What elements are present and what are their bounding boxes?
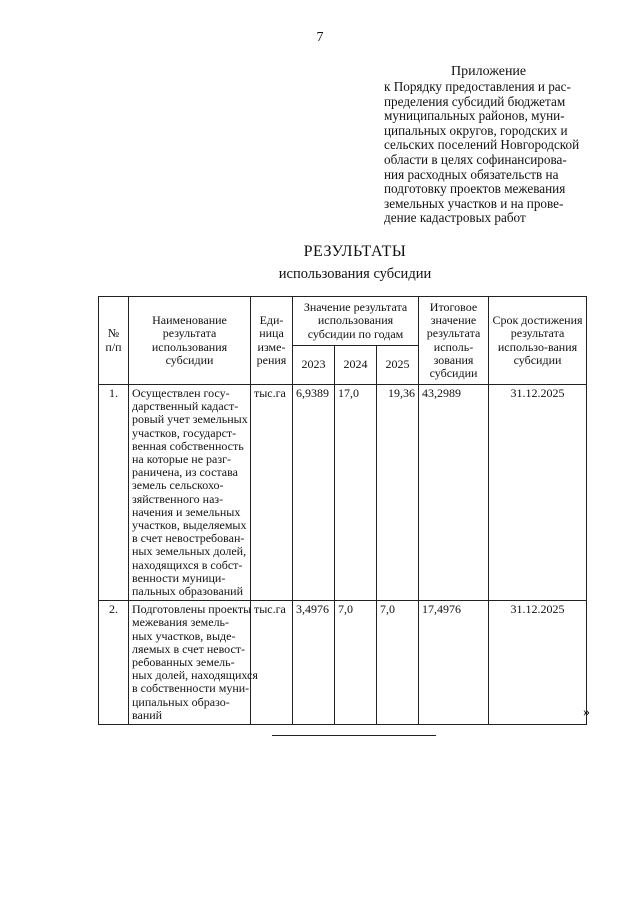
annex-title: Приложение (451, 64, 527, 79)
row-name-line: на которые не разг- (132, 452, 232, 467)
footer-divider (272, 735, 436, 736)
page-number: 7 (316, 30, 324, 45)
row-name-line: ваний (132, 707, 163, 722)
header-name: Наименование результата использования субсидии (129, 297, 251, 385)
header-year-2023: 2023 (293, 346, 335, 385)
row-num: 1. (99, 385, 129, 601)
row-name-line: ных участков, выде- (132, 628, 236, 643)
annex-line: земельных участков и на прове- (384, 195, 564, 211)
row-num: 2. (99, 601, 129, 725)
header-num: № п/п (99, 297, 129, 385)
annex-line: сельских поселений Новгородской (384, 137, 580, 153)
row-name-line: венная собственность (132, 438, 244, 453)
row-value-2023: 6,9389 (293, 385, 335, 601)
row-name-line: ципальных образо- (132, 694, 230, 709)
annex-line: к Порядку предоставления и рас- (384, 79, 571, 94)
annex-text (384, 80, 589, 226)
row-name-line: ровый учет земельных (132, 412, 248, 427)
row-value-2025: 19,36 (377, 385, 419, 601)
results-table (98, 296, 587, 725)
row-total: 43,2989 (419, 385, 489, 601)
row-deadline: 31.12.2025 (489, 601, 587, 725)
row-name-line: раничена, из состава (132, 465, 238, 480)
table-row (99, 385, 587, 601)
row-name-line: участков, государст- (132, 425, 237, 440)
row-value-2023: 3,4976 (293, 601, 335, 725)
row-name-line: ляемых в счет невост- (132, 641, 246, 656)
row-deadline: 31.12.2025 (489, 385, 587, 601)
header-year-2025: 2025 (377, 346, 419, 385)
row-value-2024: 7,0 (335, 601, 377, 725)
row-name-line: ребованных земель- (132, 655, 235, 670)
annex-line: пределения субсидий бюджетам (384, 93, 566, 109)
row-name-line: ных долей, находящихся (132, 668, 258, 683)
row-name-line: в счет невостребован- (132, 531, 245, 546)
row-unit: тыс.га (251, 385, 293, 601)
header-unit: Еди-ница изме-рения (251, 297, 293, 385)
row-name-line: участков, выделяемых (132, 518, 247, 533)
row-name-line: Осуществлен госу- (132, 386, 230, 400)
row-name-line: ных земельных долей, (132, 544, 247, 559)
closing-quote-mark: » (583, 705, 590, 720)
row-value-2024: 17,0 (335, 385, 377, 601)
row-name-line: зяйственного наз- (132, 491, 224, 506)
results-subtitle: использования субсидии (278, 266, 432, 282)
annex-line: подготовку проектов межевания (384, 181, 566, 197)
row-name-line: межевания земель- (132, 615, 230, 630)
row-name-line: пальных образований (132, 584, 243, 599)
row-name-line: находящихся в собст- (132, 557, 243, 572)
annex-line: дение кадастровых работ (384, 210, 526, 226)
header-year-2024: 2024 (335, 346, 377, 385)
row-name-line: в собственности муни- (132, 681, 250, 696)
annex-line: области в целях софинансирова- (384, 151, 567, 167)
row-total: 17,4976 (419, 601, 489, 725)
row-unit: тыс.га (251, 601, 293, 725)
annex-line: ния расходных обязательств на (384, 166, 559, 182)
row-value-2025: 7,0 (377, 601, 419, 725)
row-name-line: Подготовлены проекты (132, 602, 252, 617)
row-name-line: венности муници- (132, 570, 226, 585)
row-name-line: начения и земельных (132, 504, 241, 519)
row-name (129, 385, 251, 601)
results-title: РЕЗУЛЬТАТЫ (303, 243, 407, 260)
row-name-line: дарственный кадаст- (132, 399, 239, 414)
annex-line: муниципальных районов, муни- (384, 108, 565, 124)
annex-line: ципальных округов, городских и (384, 122, 568, 138)
row-name-line: земель сельскохо- (132, 478, 224, 493)
table-row (99, 601, 587, 725)
header-deadline: Срок достижения результата использо-вания субсидии (489, 297, 587, 385)
header-total: Итоговое значение результата исполь-зования субсидии (419, 297, 489, 385)
header-value-group: Значение результата использования субсидии по годам (293, 297, 419, 346)
row-name (129, 601, 258, 725)
